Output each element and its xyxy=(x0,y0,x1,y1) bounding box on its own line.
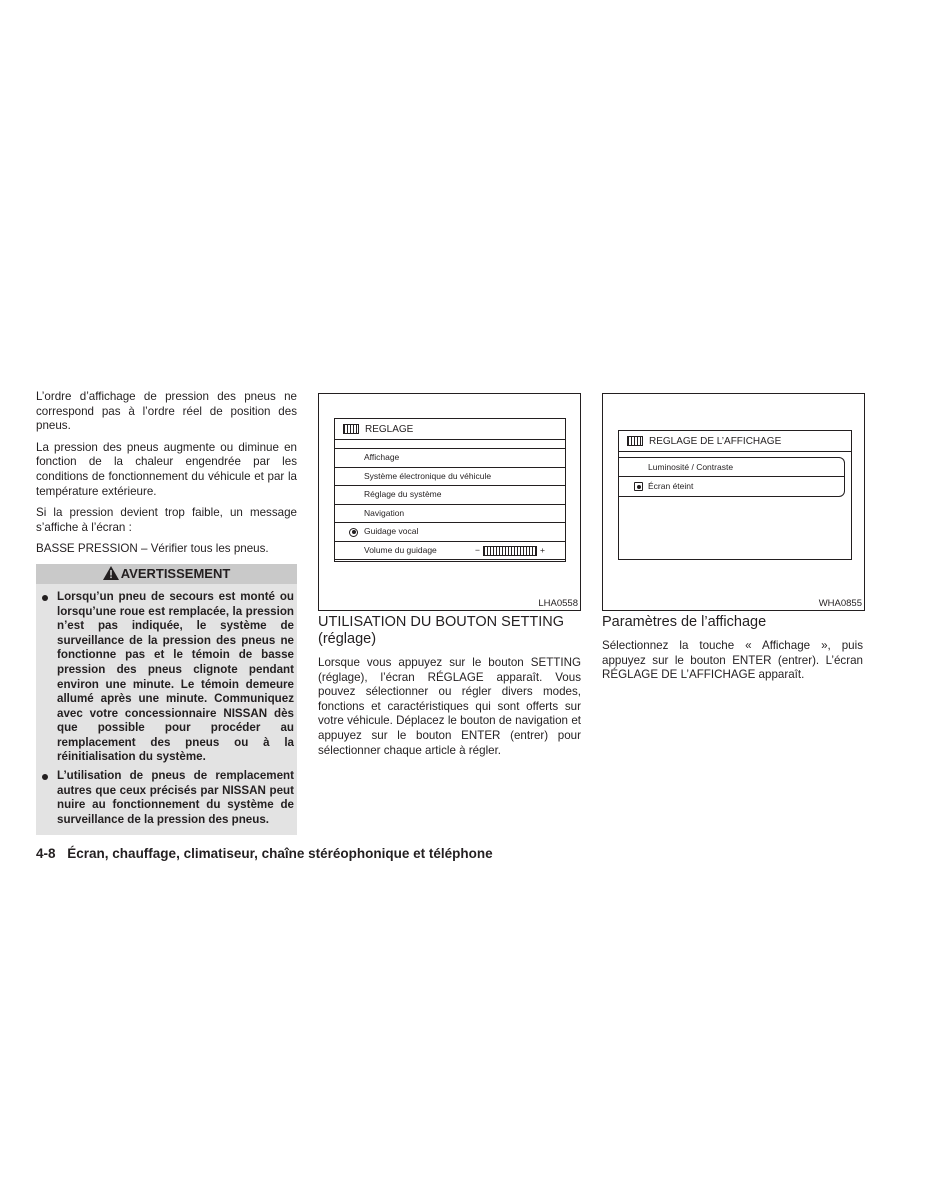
menu-item-label: Volume du guidage xyxy=(364,544,437,555)
display-screen-icon xyxy=(627,436,643,446)
volume-slider[interactable] xyxy=(483,546,537,556)
settings-screen-icon xyxy=(343,424,359,434)
menu-item-system-settings[interactable] xyxy=(335,486,565,505)
paragraph: Lorsque vous appuyez sur le bouton SETTING (réglage), l’écran RÉGLAGE apparaît. Vous pouvez sélectionner ou régler divers modes, fonctions et caractéristiques qui sont offerts sur votre véhicule. Déplacez le bouton de navigation et appuyez sur le bouton ENTER (entrer) pour sélectionner chaque article à régler. xyxy=(318,656,581,757)
warning-item xyxy=(40,769,294,827)
figure-code: WHA0855 xyxy=(818,598,862,609)
middle-column xyxy=(318,614,581,765)
page-footer xyxy=(36,846,493,861)
warning-item xyxy=(40,590,294,765)
bullet-icon xyxy=(42,774,48,780)
menu-item-label: Système électronique du véhicule xyxy=(364,470,492,481)
menu-item-label: Écran éteint xyxy=(648,481,694,491)
paragraph: Sélectionnez la touche « Affichage », puis appuyez sur le bouton ENTER (entrer). L’écran RÉGLAGE DE L’AFFICHAGE apparaît. xyxy=(602,639,863,682)
figure-reglage-affichage xyxy=(602,393,865,611)
menu-item-label: Réglage du système xyxy=(364,489,442,499)
left-column xyxy=(36,390,297,835)
screen-reglage-affichage xyxy=(618,430,852,560)
menu-item-vehicle-electronics[interactable] xyxy=(335,468,565,487)
page-number: 4-8 xyxy=(36,846,56,861)
menu-item-label: Affichage xyxy=(364,452,400,462)
screen-title: REGLAGE DE L’AFFICHAGE xyxy=(649,435,782,447)
menu-item-affichage[interactable] xyxy=(335,449,565,468)
volume-minus-icon[interactable]: − xyxy=(475,544,480,555)
warning-icon xyxy=(103,566,119,586)
paragraph: L’ordre d’affichage de pression des pneus ne correspond pas à l’ordre réel de position des pneus. xyxy=(36,390,297,433)
volume-plus-icon[interactable]: + xyxy=(540,544,545,555)
warning-box xyxy=(36,584,297,836)
menu-list xyxy=(619,457,845,497)
paragraph: La pression des pneus augmente ou diminue en fonction de la chaleur engendrée par les conditions de fonctionnement du véhicule et par la température extérieure. xyxy=(36,440,297,498)
screen-reglage xyxy=(334,418,566,562)
screen-title-bar xyxy=(619,431,851,452)
paragraph: Si la pression devient trop faible, un message s’affiche à l’écran : xyxy=(36,506,297,534)
chapter-title: Écran, chauffage, climatiseur, chaîne stéréophonique et téléphone xyxy=(67,846,493,861)
section-heading: UTILISATION DU BOUTON SETTING (réglage) xyxy=(318,614,564,647)
warning-text: Lorsqu’un pneu de secours est monté ou lorsqu’une roue est remplacée, la pression n’est pas indiquée, le système de surveillance de la pression des pneus ne fonctionne pas et le témoin de basse pression des pneus clignote pendant environ une minute. Le témoin demeure allumé après une minute. Communiquez avec votre concessionnaire NISSAN dès que possible pour procéder au remplacement des pneus ou à la réinitialisation du système. xyxy=(57,589,294,764)
menu-item-label: Guidage vocal xyxy=(364,526,419,536)
menu-item-guidance-volume[interactable] xyxy=(335,542,565,561)
bullet-icon xyxy=(42,595,48,601)
screen-title: REGLAGE xyxy=(365,423,414,435)
menu-item-screen-off[interactable] xyxy=(619,477,844,495)
figure-reglage xyxy=(318,393,581,611)
menu-item-navigation[interactable] xyxy=(335,505,565,524)
right-column xyxy=(602,614,863,690)
menu-item-voice-guidance[interactable] xyxy=(335,523,565,542)
radio-selected-icon xyxy=(349,528,358,537)
screen-title-bar xyxy=(335,419,565,440)
paragraph: BASSE PRESSION – Vérifier tous les pneus. xyxy=(36,542,269,556)
warning-title: AVERTISSEMENT xyxy=(120,565,231,581)
radio-selected-icon xyxy=(634,482,643,491)
menu-item-brightness-contrast[interactable] xyxy=(619,458,844,477)
menu-item-label: Luminosité / Contraste xyxy=(648,462,734,472)
menu-list xyxy=(335,448,565,560)
figure-code: LHA0558 xyxy=(538,598,578,609)
warning-text: L’utilisation de pneus de remplacement autres que ceux précisés par NISSAN peut nuire au fonctionnement du système de surveillance de la pression des pneus. xyxy=(57,769,294,826)
warning-header xyxy=(36,564,297,584)
menu-item-label: Navigation xyxy=(364,507,405,518)
section-heading: Paramètres de l’affichage xyxy=(602,614,767,630)
